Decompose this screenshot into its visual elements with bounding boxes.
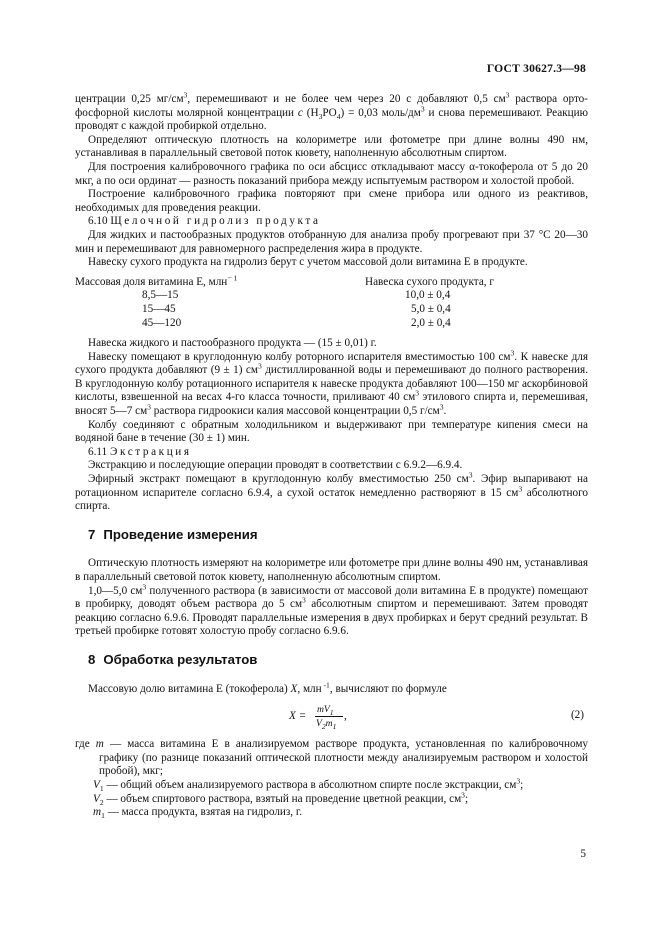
superscript: 3 [415,388,420,398]
text-span: 1,0—5,0 см [88,584,143,597]
definition-symbol: m [95,738,104,751]
text-span: центрации 0,25 мг/см [75,93,184,105]
text-span: PO [322,106,337,119]
text-span: (H [302,106,319,119]
table-header-row [75,276,588,290]
subsection-heading-6-10 [75,215,588,229]
formula-comma: , [344,710,347,723]
numerator-text: mV [317,704,330,716]
subscript: 1 [329,708,334,718]
superscript: 3 [461,789,465,799]
subscript: 1 [99,784,104,794]
superscript: 3 [142,581,147,591]
concentration-symbol: c [297,106,303,119]
superscript: 3 [510,347,515,357]
text-span: Эфирный экстракт помещают в круглодонную колбу вместимостью 250 см [88,473,469,486]
superscript: 3 [516,776,521,786]
text-span: . К навеске для сухого продукта добавляют (9 ± 1) см [75,350,589,377]
section-title: Обработка результатов [103,651,258,667]
definition-v1 [75,776,588,794]
paragraph-measurement: Оптическую плотность измеряют на колориметре или фотометре при длине волны 490 нм, устанавливая в параллельный световой поток кювету, наполненную абсолютным спиртом. [75,557,588,583]
table-row [75,289,588,303]
subsection-heading-6-11 [75,446,588,460]
paragraph-flask-procedure [75,347,589,419]
paragraph-calibration-repeat: Построение калибровочного графика повторяют при смене прибора или одного из реактивов, необходимых для проведения реакции. [75,188,588,214]
where-word: где [75,738,90,751]
definition-m [75,738,588,779]
formula-denominator [316,717,336,731]
superscript: 3 [147,402,151,412]
text-span: , перемешивают и не более чем через 20 с добавляют 0,5 см [187,93,506,105]
page-content [75,90,589,821]
superscript: − 1 [227,272,238,282]
variable-x: X [290,682,298,695]
subscript: 1 [101,811,105,821]
definition-text: — общий объем анализируемого раствора в абсолютном спирте после экстракции, см [103,778,517,791]
text-span: раствора орто-фосфорной кислоты молярной концентрации [75,93,588,119]
subscript: 1 [332,722,337,732]
text-span: . Эфир выпаривают на ротационном испарителе согласно 6.9.4, а сухой остаток немедленно растворяют в 15 см [75,473,588,499]
superscript: 3 [468,470,473,480]
subscript: 2 [321,722,326,732]
text-span: полученного раствора (в зависимости от массовой доли витамина Е в продукте) помещают в пробирку, доводят объем раствора до 5 см [75,584,589,611]
superscript: 3 [439,402,444,412]
table-cell-mass: 5,0 ± 0,4 [411,302,451,315]
text-span: . [443,405,447,418]
table-cell-mass: 10,0 ± 0,4 [405,289,451,302]
text-span: ) = 0,03 моль/дм [340,106,421,119]
paragraph-liquid-mass: Навеска жидкого и пастообразного продукта — (15 ± 0,01) г. [88,337,377,350]
paragraph-dry-sample: Навеску сухого продукта на гидролиз берут с учетом массовой доли витамина Е в продукте. [88,256,528,269]
formula-block [75,702,588,734]
text-span: этилового спирта и, перемешивая, вносят 5—7 см [75,391,588,418]
text-span: , млн [297,682,322,695]
definition-tail: ; [520,778,524,791]
paragraph-reflux: Колбу соединяют с обратным холодильником и выдерживают при температуре кипения смеси на водяной бане в течение (30 ± 1) мин. [75,418,588,445]
page-number: 5 [580,848,586,860]
table-header-cell [75,272,365,290]
section-title: Проведение измерения [103,526,258,542]
paragraph-formula-intro [75,679,588,697]
text-span: абсолютным спиртом и перемешивают. Затем проводят реакцию согласно 6.9.6. Проводят параллельные измерения в двух пробирках и берут средний результат. В третьей пробирке готовят холостую пробу согласно 6.9.6. [75,598,588,638]
paragraph-ether-extract [75,470,588,514]
formula-lhs: X = [289,710,307,723]
table-cell-range: 45—120 [142,316,182,329]
definition-text: — масса витамина Е в анализируемом растворе продукта, установленная по калибровочному графику (по разнице показаний оптической плотности между анализируемым раствором и холостой пробой), мкг; [99,738,589,778]
superscript: 3 [257,361,262,371]
subsection-number: 6.10 [88,215,108,228]
continued-paragraph [75,90,588,134]
definition-symbol: V [93,778,100,791]
text-span: абсолютного спирта. [75,486,588,513]
table-cell-mass: 2,0 ± 0,4 [411,316,451,329]
paragraph-calibration-axes: Для построения калибровочного графика по оси абсцисс откладывают массу α-токоферола от 5 до 20 мкг, а по оси ординат — разность показаний прибора между испытуемым раствором и холостой пробой. [75,160,588,187]
definition-symbol: V [93,792,100,805]
paragraph-extraction: Экстракцию и последующие операции проводят в соответствии с 6.9.2—6.9.4. [88,459,463,472]
definition-text: — объем спиртового раствора, взятый на проведение цветной реакции, см [103,792,462,805]
definition-text: — масса продукта, взятая на гидролиз, г. [104,806,303,819]
superscript: 3 [183,90,188,100]
superscript: 3 [420,103,425,113]
document-code-header: ГОСТ 30627.3—98 [486,62,586,75]
subscript: 3 [318,111,323,121]
denominator-text: V [316,718,322,730]
equation-number: (2) [570,709,584,722]
definition-symbol: m [93,806,102,819]
section-number: 8 [88,651,96,667]
subsection-title: Экстракция [109,445,192,458]
section-heading-8 [88,653,588,667]
denominator-text: m [325,718,333,730]
superscript: -1 [321,679,330,689]
text-span: раствора гидроокиси калия массовой концентрации 0,5 г/см [150,405,440,418]
table-cell-range: 15—45 [142,302,176,315]
text-span: Навеску помещают в круглодонную колбу роторного испарителя вместимостью 100 см [88,350,511,363]
definition-v2 [75,789,588,807]
table-cell-range: 8,5—15 [142,289,179,302]
subscript: 4 [336,111,341,121]
sample-mass-table [75,272,588,330]
superscript: 3 [518,483,523,493]
subscript: 2 [99,797,104,807]
superscript: 3 [505,90,510,100]
subsection-number: 6.11 [88,445,108,458]
section-number: 7 [88,526,96,542]
table-row [75,303,588,317]
paragraph-measurement-procedure [75,581,589,639]
table-row [75,317,588,331]
header-text: Массовая доля витамина Е, млн [75,275,228,288]
table-header-cell: Навеска сухого продукта, г [365,275,494,288]
text-span: и снова перемешивают. Реакцию проводят с каждой пробиркой отдельно. [75,106,588,133]
text-span: дистиллированной воды и перемешивают до полного растворения. В круглодонную колбу ротационного испарителя к навеске продукта добавляют 100—150 мг аскорбиновой кислоты, взвешенной на весах 4-го класса точности, приливают 40 см [75,364,588,404]
paragraph-liquid-products: Для жидких и пастообразных продуктов отобранную для анализа пробу прогревают при 37 °С 20—30 мин и перемешивают для равномерного распределения жира в продукте. [75,228,588,255]
text-span: Массовую долю витамина Е (токоферола) [88,682,291,695]
definition-m1 [75,806,588,820]
superscript: 3 [302,595,306,605]
text-span: , вычисляют по формуле [329,682,447,695]
formula-numerator [317,703,334,717]
subsection-title: Щелочной гидролиз продукта [110,215,321,228]
paragraph-optical-density: Определяют оптическую плотность на колориметре или фотометре при длине волны 490 нм, устанавливая в параллельный световой поток кювету, наполненную абсолютным спиртом. [75,133,588,160]
section-heading-7 [88,528,588,542]
definition-tail: ; [464,792,469,805]
